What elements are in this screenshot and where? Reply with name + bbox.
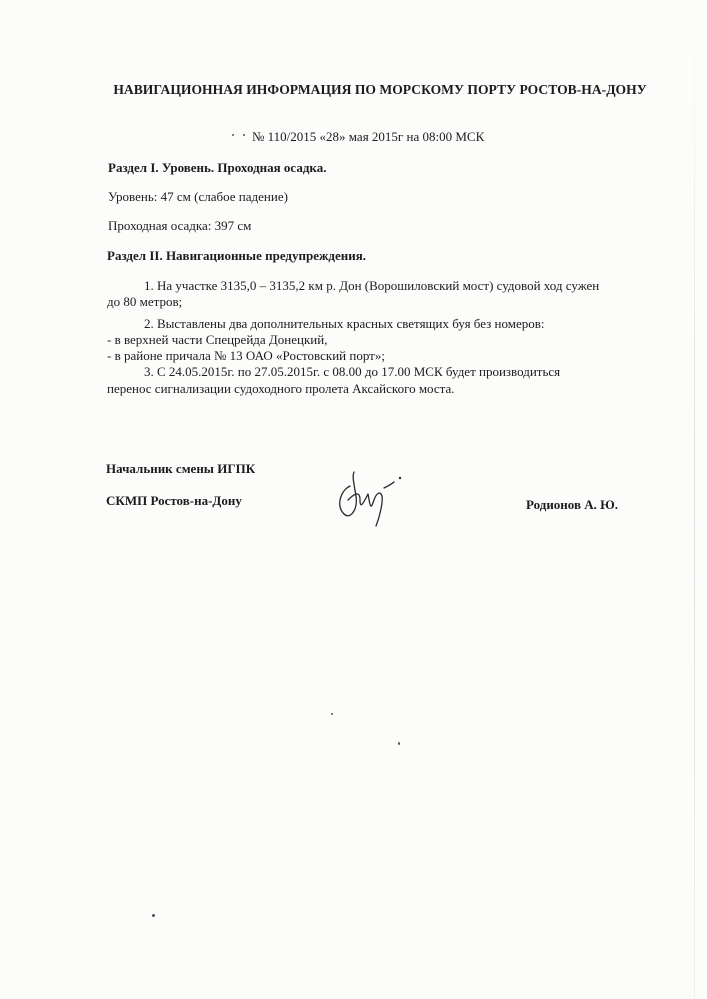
- signatory-position-line-1: Начальник смены ИГПК: [106, 461, 256, 476]
- document-title: НАВИГАЦИОННАЯ ИНФОРМАЦИЯ ПО МОРСКОМУ ПОРТУ РОСТОВ-НА-ДОНУ: [113, 82, 647, 97]
- section-2-heading: Раздел II. Навигационные предупреждения.: [107, 248, 367, 263]
- scan-speck: [398, 742, 400, 745]
- warning-3-line-2: перенос сигнализации судоходного пролета Аксайского моста.: [107, 381, 455, 396]
- scan-speck: [152, 914, 155, 917]
- warning-2-bullet-1: - в верхней части Спецрейда Донецкий,: [107, 332, 328, 347]
- warning-3-line-1: 3. С 24.05.2015г. по 27.05.2015г. с 08.00 до 17.00 МСК будет производиться: [144, 364, 561, 379]
- warning-2-bullet-2: - в районе причала № 13 ОАО «Ростовский порт»;: [107, 348, 385, 363]
- section-1-heading: Раздел I. Уровень. Проходная осадка.: [108, 160, 327, 175]
- warning-1-line-2: до 80 метров;: [107, 294, 183, 309]
- handwritten-signature: [330, 466, 410, 536]
- scan-speck: [243, 134, 245, 136]
- signatory-name: Родионов А. Ю.: [526, 497, 619, 512]
- scan-edge: [694, 0, 695, 999]
- scan-speck: [331, 713, 333, 715]
- water-level: Уровень: 47 см (слабое падение): [108, 189, 288, 204]
- signatory-position-line-2: СКМП Ростов-на-Дону: [106, 493, 242, 508]
- passage-draft: Проходная осадка: 397 см: [108, 218, 252, 233]
- warning-1-line-1: 1. На участке 3135,0 – 3135,2 км р. Дон (Ворошиловский мост) судовой ход сужен: [144, 278, 600, 293]
- scan-speck: [232, 134, 234, 136]
- warning-2-line-1: 2. Выставлены два дополнительных красных светящих буя без номеров:: [144, 316, 545, 331]
- document-number-date: № 110/2015 «28» мая 2015г на 08:00 МСК: [252, 129, 485, 144]
